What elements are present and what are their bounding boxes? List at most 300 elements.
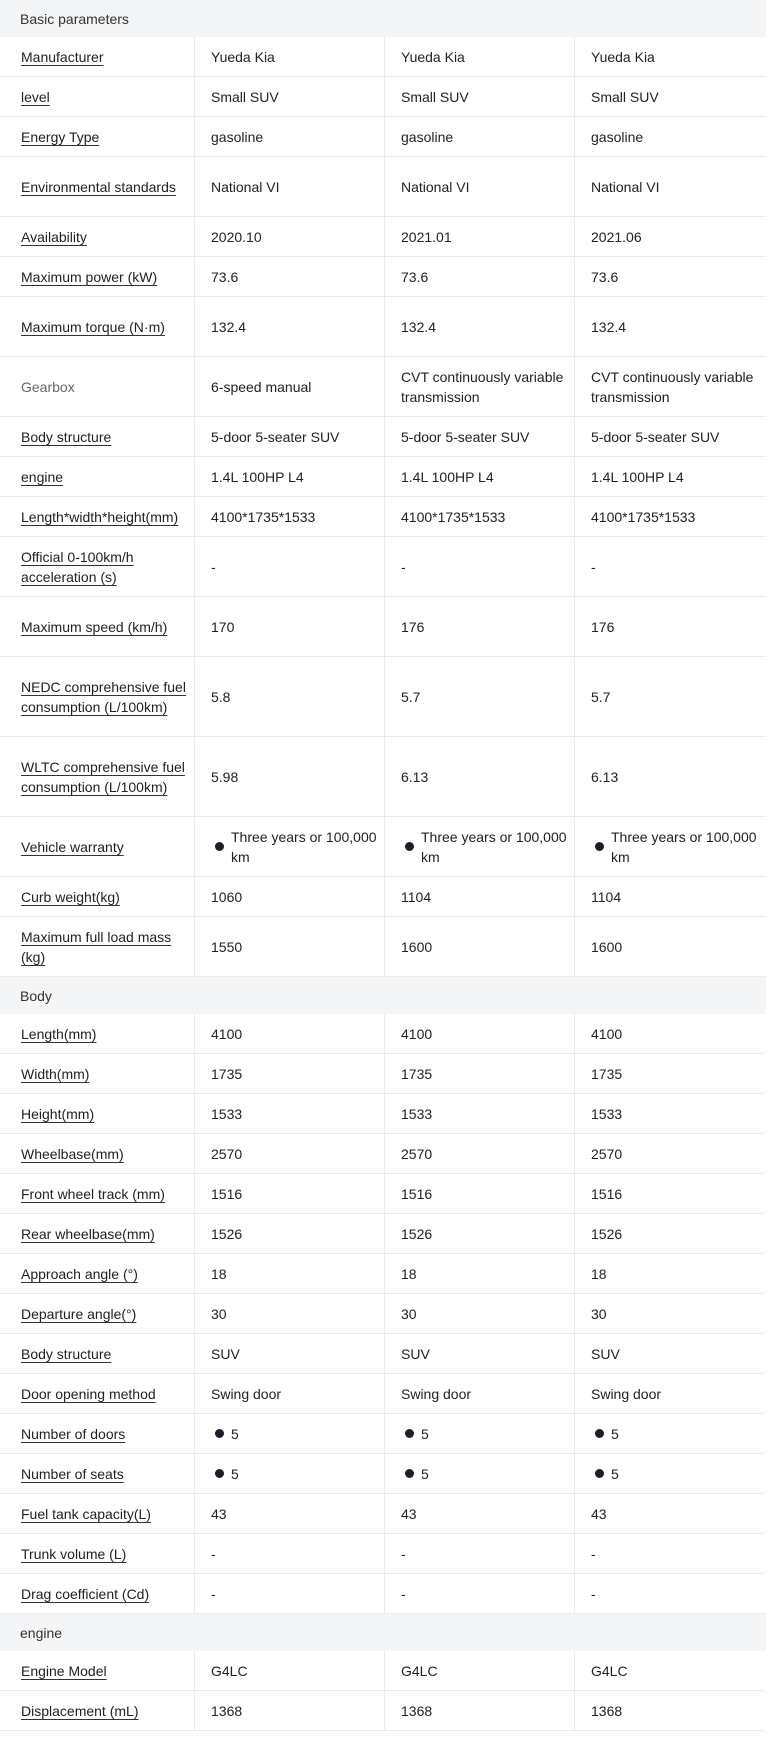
- spec-label-cell: [0, 1691, 195, 1730]
- spec-label[interactable]: Rear wheelbase(mm): [21, 1225, 155, 1242]
- spec-value-cell: [195, 1534, 385, 1573]
- spec-value-text: -: [591, 558, 596, 575]
- spec-value-cell: [385, 497, 575, 536]
- spec-value-text: 6-speed manual: [211, 378, 312, 395]
- spec-row: [0, 297, 766, 357]
- spec-value-text: 1.4L 100HP L4: [401, 468, 494, 485]
- spec-value-text: 2570: [211, 1145, 243, 1162]
- spec-value-text: 73.6: [211, 268, 239, 285]
- spec-label[interactable]: Official 0-100km/h acceleration (s): [21, 548, 134, 585]
- spec-value-text: Three years or 100,000 km: [231, 828, 377, 865]
- spec-value-cell: [385, 537, 575, 596]
- spec-row: [0, 1014, 766, 1054]
- spec-row: [0, 737, 766, 817]
- spec-value-text: 1060: [211, 888, 243, 905]
- spec-value-cell: [385, 1414, 575, 1453]
- spec-value-cell: [385, 1174, 575, 1213]
- spec-value: [211, 1064, 242, 1084]
- spec-label[interactable]: Body structure: [21, 428, 112, 445]
- spec-value-text: 5-door 5-seater SUV: [211, 428, 340, 445]
- spec-value-text: 4100: [211, 1025, 243, 1042]
- spec-value-cell: [385, 1214, 575, 1253]
- spec-value: [401, 1661, 438, 1681]
- spec-row: [0, 257, 766, 297]
- spec-value-cell: [195, 1494, 385, 1533]
- spec-value-cell: [195, 1014, 385, 1053]
- spec-label[interactable]: Door opening method: [21, 1385, 156, 1402]
- spec-value-text: CVT continuously variable transmission: [401, 368, 564, 405]
- spec-value-text: 1.4L 100HP L4: [591, 468, 684, 485]
- spec-value-cell: [195, 1054, 385, 1093]
- spec-value-cell: [575, 77, 765, 116]
- spec-label-cell: [0, 1454, 195, 1493]
- spec-value-text: CVT continuously variable transmission: [591, 368, 754, 405]
- spec-value-text: 5-door 5-seater SUV: [401, 428, 530, 445]
- spec-value-cell: [385, 77, 575, 116]
- spec-label[interactable]: Maximum speed (km/h): [21, 618, 168, 635]
- spec-value-cell: [385, 297, 575, 356]
- spec-value-text: 132.4: [211, 318, 247, 335]
- spec-value: [591, 47, 655, 67]
- spec-value-text: 1526: [401, 1225, 433, 1242]
- spec-value: [211, 1584, 216, 1604]
- spec-value: [401, 1701, 432, 1721]
- spec-value-text: Swing door: [211, 1385, 282, 1402]
- spec-value-cell: [575, 357, 765, 416]
- spec-value: [211, 687, 230, 707]
- spec-value-cell: [195, 1651, 385, 1690]
- spec-label[interactable]: Departure angle(°): [21, 1305, 137, 1322]
- spec-value: [211, 1504, 227, 1524]
- spec-value-cell: [385, 1094, 575, 1133]
- spec-value-text: 4100*1735*1533: [401, 508, 506, 525]
- spec-label-cell: [0, 417, 195, 456]
- spec-value: [591, 227, 642, 247]
- spec-value-text: -: [591, 1545, 596, 1562]
- spec-value-cell: [575, 217, 765, 256]
- spec-value-cell: [195, 497, 385, 536]
- spec-value-text: Yueda Kia: [211, 48, 275, 65]
- spec-value-cell: [195, 1094, 385, 1133]
- spec-row: [0, 1534, 766, 1574]
- spec-value-text: 1104: [401, 888, 432, 905]
- spec-label[interactable]: engine: [21, 468, 64, 485]
- section-header: Basic parameters: [0, 0, 766, 37]
- spec-value-text: 73.6: [401, 268, 429, 285]
- spec-value: [591, 267, 618, 287]
- spec-value: [211, 87, 279, 107]
- spec-value: [401, 687, 420, 707]
- spec-value-cell: [195, 597, 385, 656]
- spec-value-text: 1735: [401, 1065, 433, 1082]
- spec-row: [0, 1334, 766, 1374]
- spec-value: [211, 1104, 242, 1124]
- spec-value-text: 1735: [591, 1065, 623, 1082]
- spec-value: [591, 87, 659, 107]
- spec-label-cell: [0, 457, 195, 496]
- spec-label[interactable]: Vehicle warranty: [21, 838, 124, 855]
- spec-value: [591, 367, 759, 407]
- spec-label-cell: [0, 157, 195, 216]
- spec-row: [0, 1691, 766, 1731]
- spec-value: [591, 1224, 622, 1244]
- spec-value: [591, 1504, 607, 1524]
- spec-value-cell: [385, 1691, 575, 1730]
- standard-dot-icon: [405, 1469, 414, 1478]
- spec-value-cell: [575, 1014, 765, 1053]
- spec-value-text: 1533: [211, 1105, 243, 1122]
- spec-value-text: 2021.06: [591, 228, 642, 245]
- spec-value-cell: [575, 1214, 765, 1253]
- spec-label: Gearbox: [21, 378, 75, 395]
- spec-value-cell: [385, 37, 575, 76]
- spec-label-cell: [0, 1294, 195, 1333]
- spec-value-cell: [575, 497, 765, 536]
- spec-value-cell: [195, 157, 385, 216]
- spec-value-cell: [385, 1334, 575, 1373]
- spec-value-text: -: [211, 1545, 216, 1562]
- spec-value-cell: [385, 1134, 575, 1173]
- spec-row: [0, 1054, 766, 1094]
- spec-value: [401, 1264, 417, 1284]
- spec-row: [0, 597, 766, 657]
- spec-label-cell: [0, 1334, 195, 1373]
- spec-label-cell: [0, 537, 195, 596]
- spec-value-text: 132.4: [401, 318, 437, 335]
- spec-value: [211, 427, 339, 447]
- spec-value: [401, 1304, 417, 1324]
- section-header: engine: [0, 1614, 766, 1651]
- spec-value-cell: [195, 357, 385, 416]
- spec-value-cell: [575, 1651, 765, 1690]
- spec-label[interactable]: Maximum torque (N·m): [21, 318, 165, 335]
- spec-value: [401, 87, 469, 107]
- spec-value-cell: [575, 877, 765, 916]
- spec-value-text: 1600: [401, 938, 433, 955]
- spec-row: [0, 1414, 766, 1454]
- spec-value-text: 5-door 5-seater SUV: [591, 428, 720, 445]
- spec-value-cell: [195, 217, 385, 256]
- spec-value-text: 1526: [591, 1225, 623, 1242]
- spec-label[interactable]: Maximum full load mass (kg): [21, 928, 172, 965]
- spec-value-text: 4100: [401, 1025, 433, 1042]
- spec-value-text: SUV: [591, 1345, 620, 1362]
- spec-label[interactable]: Displacement (mL): [21, 1702, 139, 1719]
- spec-value-cell: [385, 657, 575, 736]
- spec-value-text: 1368: [211, 1702, 243, 1719]
- spec-label[interactable]: NEDC comprehensive fuel consumption (L/100km): [21, 678, 186, 715]
- spec-value-cell: [385, 1494, 575, 1533]
- spec-value-text: 43: [211, 1505, 227, 1522]
- spec-value: [211, 1024, 242, 1044]
- spec-label[interactable]: Energy Type: [21, 128, 100, 145]
- spec-value: [211, 177, 279, 197]
- spec-label[interactable]: Number of doors: [21, 1425, 126, 1442]
- spec-value: [591, 617, 614, 637]
- spec-row: [0, 1294, 766, 1334]
- spec-label-cell: [0, 357, 195, 416]
- spec-value-text: 1516: [401, 1185, 433, 1202]
- spec-value-cell: [195, 1174, 385, 1213]
- spec-value-text: National VI: [591, 178, 660, 195]
- spec-value: [401, 1184, 432, 1204]
- spec-label[interactable]: Front wheel track (mm): [21, 1185, 165, 1202]
- spec-value-cell: [195, 1454, 385, 1493]
- spec-value-text: Swing door: [401, 1385, 472, 1402]
- spec-value: [211, 1184, 242, 1204]
- spec-value: [401, 1064, 432, 1084]
- spec-row: [0, 1134, 766, 1174]
- spec-value: [211, 127, 263, 147]
- spec-value-cell: [575, 1134, 765, 1173]
- spec-value: [401, 1384, 471, 1404]
- spec-value-cell: [575, 817, 765, 876]
- spec-label-cell: [0, 1374, 195, 1413]
- spec-value-text: 1533: [591, 1105, 623, 1122]
- spec-label-cell: [0, 1254, 195, 1293]
- spec-row: [0, 917, 766, 977]
- spec-value: [591, 1464, 619, 1484]
- spec-value-text: 6.13: [401, 768, 429, 785]
- spec-value: [401, 507, 505, 527]
- spec-value: [401, 367, 568, 407]
- spec-label-cell: [0, 817, 195, 876]
- spec-value-cell: [385, 1454, 575, 1493]
- spec-value: [401, 1424, 429, 1444]
- standard-dot-icon: [215, 1429, 224, 1438]
- spec-value-cell: [575, 1454, 765, 1493]
- spec-value: [211, 1544, 216, 1564]
- spec-label[interactable]: Wheelbase(mm): [21, 1145, 124, 1162]
- spec-value: [591, 1024, 622, 1044]
- spec-value: [401, 467, 494, 487]
- spec-value: [211, 467, 304, 487]
- spec-row: [0, 817, 766, 877]
- spec-label-cell: [0, 737, 195, 816]
- spec-label[interactable]: Number of seats: [21, 1465, 124, 1482]
- spec-label[interactable]: Width(mm): [21, 1065, 90, 1082]
- spec-value-text: G4LC: [591, 1662, 628, 1679]
- spec-row: [0, 357, 766, 417]
- spec-row: [0, 1254, 766, 1294]
- spec-value-text: 43: [401, 1505, 417, 1522]
- spec-value-cell: [385, 737, 575, 816]
- spec-value-text: 176: [591, 618, 615, 635]
- spec-value-cell: [195, 457, 385, 496]
- spec-value: [401, 827, 568, 867]
- spec-value-cell: [385, 1294, 575, 1333]
- spec-value: [591, 1264, 607, 1284]
- spec-value-cell: [385, 257, 575, 296]
- spec-value-cell: [575, 597, 765, 656]
- spec-value: [401, 937, 432, 957]
- spec-value: [591, 1304, 607, 1324]
- spec-label-cell: [0, 1014, 195, 1053]
- spec-label-cell: [0, 297, 195, 356]
- spec-label-cell: [0, 217, 195, 256]
- spec-value: [401, 227, 452, 247]
- spec-value-text: Small SUV: [211, 88, 279, 105]
- spec-value-cell: [385, 117, 575, 156]
- spec-value-text: 1526: [211, 1225, 243, 1242]
- spec-value: [401, 617, 424, 637]
- spec-label[interactable]: Manufacturer: [21, 48, 104, 65]
- spec-value: [211, 1701, 242, 1721]
- spec-label[interactable]: Availability: [21, 228, 87, 245]
- spec-label[interactable]: Maximum power (kW): [21, 268, 158, 285]
- spec-value-text: 176: [401, 618, 425, 635]
- spec-value-cell: [195, 1691, 385, 1730]
- spec-value: [211, 1424, 239, 1444]
- spec-value-text: 5: [611, 1425, 619, 1442]
- spec-value-cell: [195, 877, 385, 916]
- spec-value: [591, 1144, 622, 1164]
- spec-label[interactable]: Body structure: [21, 1345, 112, 1362]
- spec-value: [401, 317, 436, 337]
- spec-value: [211, 1304, 227, 1324]
- spec-label[interactable]: WLTC comprehensive fuel consumption (L/100km): [21, 758, 185, 795]
- spec-label[interactable]: Trunk volume (L): [21, 1545, 127, 1562]
- spec-label[interactable]: Environmental standards: [21, 178, 176, 195]
- spec-value-text: Yueda Kia: [401, 48, 465, 65]
- spec-value-cell: [575, 1094, 765, 1133]
- spec-value-text: 4100*1735*1533: [211, 508, 316, 525]
- spec-value: [591, 827, 759, 867]
- spec-value: [401, 1224, 432, 1244]
- standard-dot-icon: [215, 842, 224, 851]
- spec-label[interactable]: Length(mm): [21, 1025, 97, 1042]
- spec-value: [211, 887, 242, 907]
- spec-row: [0, 497, 766, 537]
- spec-label-cell: [0, 1414, 195, 1453]
- spec-value: [401, 177, 469, 197]
- spec-value-cell: [385, 217, 575, 256]
- spec-value-cell: [195, 917, 385, 976]
- spec-value-cell: [575, 1174, 765, 1213]
- spec-value-text: 1600: [591, 938, 623, 955]
- spec-label-cell: [0, 1054, 195, 1093]
- spec-value-cell: [195, 1294, 385, 1333]
- spec-value-cell: [195, 817, 385, 876]
- spec-value: [211, 767, 238, 787]
- spec-value: [591, 177, 659, 197]
- spec-label-cell: [0, 657, 195, 736]
- spec-value-text: 6.13: [591, 768, 619, 785]
- spec-value-cell: [575, 917, 765, 976]
- spec-value: [401, 1544, 406, 1564]
- spec-value: [211, 1384, 281, 1404]
- spec-value-text: 1550: [211, 938, 243, 955]
- spec-value-cell: [195, 1574, 385, 1613]
- spec-label-cell: [0, 1134, 195, 1173]
- spec-value: [401, 1104, 432, 1124]
- spec-value-text: National VI: [211, 178, 280, 195]
- spec-value-cell: [385, 1014, 575, 1053]
- standard-dot-icon: [215, 1469, 224, 1478]
- spec-value-text: G4LC: [401, 1662, 438, 1679]
- spec-label[interactable]: Fuel tank capacity(L): [21, 1505, 151, 1522]
- spec-value: [591, 1424, 619, 1444]
- spec-value-cell: [575, 1254, 765, 1293]
- spec-value: [401, 557, 406, 577]
- spec-value-cell: [575, 657, 765, 736]
- spec-value-cell: [195, 37, 385, 76]
- spec-value-text: 5.7: [401, 688, 421, 705]
- spec-label[interactable]: Engine Model: [21, 1662, 107, 1679]
- spec-value: [211, 317, 246, 337]
- spec-label[interactable]: Curb weight(kg): [21, 888, 120, 905]
- spec-value: [211, 827, 378, 867]
- spec-label-cell: [0, 1651, 195, 1690]
- spec-value: [211, 1464, 239, 1484]
- spec-value: [591, 1104, 622, 1124]
- spec-value: [591, 317, 626, 337]
- spec-value-cell: [195, 117, 385, 156]
- spec-value-cell: [195, 1334, 385, 1373]
- spec-value-cell: [195, 257, 385, 296]
- spec-value: [591, 507, 695, 527]
- spec-label[interactable]: Approach angle (°): [21, 1265, 138, 1282]
- spec-value-text: 73.6: [591, 268, 619, 285]
- spec-label-cell: [0, 1534, 195, 1573]
- spec-value: [211, 227, 262, 247]
- standard-dot-icon: [595, 1469, 604, 1478]
- spec-value-text: 18: [211, 1265, 227, 1282]
- spec-value: [211, 267, 238, 287]
- spec-value: [591, 887, 621, 907]
- spec-value: [211, 1144, 242, 1164]
- spec-label[interactable]: Drag coefficient (Cd): [21, 1585, 150, 1602]
- standard-dot-icon: [595, 1429, 604, 1438]
- spec-value: [591, 767, 618, 787]
- spec-row: [0, 157, 766, 217]
- spec-value: [591, 1661, 628, 1681]
- spec-value-text: -: [211, 1585, 216, 1602]
- spec-value-cell: [385, 877, 575, 916]
- spec-value-text: -: [401, 1585, 406, 1602]
- spec-label-cell: [0, 37, 195, 76]
- spec-value-text: 2570: [401, 1145, 433, 1162]
- spec-value-cell: [575, 1574, 765, 1613]
- spec-value-text: Swing door: [591, 1385, 662, 1402]
- section-header: Body: [0, 977, 766, 1014]
- spec-value: [401, 127, 453, 147]
- spec-row: [0, 877, 766, 917]
- spec-label[interactable]: Length*width*height(mm): [21, 508, 179, 525]
- spec-label-cell: [0, 1174, 195, 1213]
- spec-label-cell: [0, 77, 195, 116]
- spec-value-cell: [385, 1054, 575, 1093]
- spec-value-cell: [385, 1254, 575, 1293]
- spec-value: [401, 1144, 432, 1164]
- spec-value-cell: [575, 1691, 765, 1730]
- spec-value-cell: [385, 1651, 575, 1690]
- spec-value-cell: [195, 1414, 385, 1453]
- spec-value-text: 2570: [591, 1145, 623, 1162]
- spec-value-text: -: [211, 558, 216, 575]
- spec-value-text: -: [401, 1545, 406, 1562]
- spec-label[interactable]: level: [21, 88, 50, 105]
- spec-value: [401, 1344, 430, 1364]
- spec-value-text: Three years or 100,000 km: [611, 828, 757, 865]
- spec-value: [211, 937, 242, 957]
- spec-value: [591, 1064, 622, 1084]
- spec-row: [0, 1494, 766, 1534]
- spec-value: [591, 427, 719, 447]
- spec-value-text: SUV: [401, 1345, 430, 1362]
- spec-value: [401, 1024, 432, 1044]
- spec-label[interactable]: Height(mm): [21, 1105, 95, 1122]
